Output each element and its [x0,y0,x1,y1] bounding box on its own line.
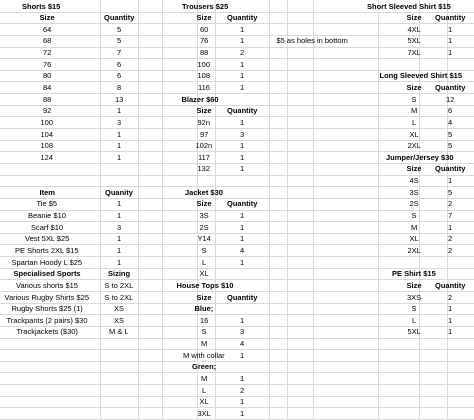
row-gridline [0,372,474,373]
row-gridline [0,35,474,36]
item-qty-cell[interactable]: 3 [117,222,122,232]
house-tops-blue-qty-cell[interactable]: 1 [240,315,245,325]
long-sleeved-size-cell[interactable]: XL [409,129,419,139]
shorts-qty-cell[interactable]: 6 [117,59,122,69]
jacket-size-cell[interactable]: L [202,257,207,267]
shorts-size-cell[interactable]: 92 [43,106,52,116]
jumper-qty-cell[interactable]: 1 [448,222,453,232]
jumper-qty-cell[interactable]: 1 [448,176,453,186]
pe-shirt-qty-header[interactable]: Quantity [435,280,466,290]
blazer-qty-cell[interactable]: 1 [240,152,245,162]
long-sleeved-size-cell[interactable]: S [411,94,417,104]
short-sleeved-qty-cell[interactable]: 1 [448,36,453,46]
blazer-size-cell[interactable]: 92n [197,117,211,127]
shorts-size-cell[interactable]: 80 [43,71,52,81]
shorts-qty-cell[interactable]: 3 [117,117,122,127]
pe-shirt-title[interactable]: PE Shirt $15 [392,269,436,279]
blazer-qty-cell[interactable]: 1 [240,117,245,127]
long-sleeved-size-header[interactable]: Size [406,82,422,92]
blazer-qty-cell[interactable]: 1 [240,164,245,174]
house-tops-green-size-cell[interactable]: L [202,385,207,395]
specialised-sizing-cell[interactable]: XS [114,315,125,325]
jumper-qty-cell[interactable]: 2 [448,199,453,209]
house-tops-green-qty-cell[interactable]: 1 [240,397,245,407]
jumper-qty-cell[interactable]: 2 [448,245,453,255]
row-gridline [0,47,474,48]
shorts-size-cell[interactable]: 72 [43,48,52,58]
item-qty-cell[interactable]: 1 [117,245,122,255]
trousers-size-cell[interactable]: 76 [200,36,209,46]
pe-shirt-qty-cell[interactable]: 1 [448,304,453,314]
house-tops-green-size-cell[interactable]: M [201,373,208,383]
trousers-size-cell[interactable]: 60 [200,24,209,34]
short-sleeved-title[interactable]: Short Sleeved Shirt $15 [367,1,451,11]
shorts-title[interactable]: Shorts $15 [22,1,61,11]
long-sleeved-title[interactable]: Long Sleeved Shirt $15 [379,71,463,81]
jacket-size-cell[interactable]: S [201,245,207,255]
trousers-qty-cell[interactable]: 1 [240,71,245,81]
specialised-item-cell[interactable]: Trackjackets ($30) [16,327,78,337]
jacket-size-cell[interactable]: Y14 [197,234,211,244]
house-tops-blue-size-cell[interactable]: M [201,339,208,349]
trousers-size-cell[interactable]: 108 [197,71,211,81]
row-gridline [0,361,474,362]
long-sleeved-qty-cell[interactable]: 5 [448,141,453,151]
short-sleeved-size-cell[interactable]: 7XL [407,48,421,58]
jacket-size-header[interactable]: Size [196,199,212,209]
shorts-qty-cell[interactable]: 6 [117,71,122,81]
jumper-size-cell[interactable]: 2S [409,199,419,209]
long-sleeved-qty-cell[interactable]: 12 [446,94,455,104]
column-gridline [138,0,139,419]
pe-shirt-size-cell[interactable]: S [411,304,417,314]
house-tops-blue-size-cell[interactable]: S [201,327,207,337]
column-gridline [100,0,101,419]
jumper-qty-cell[interactable]: 5 [448,187,453,197]
jacket-title[interactable]: Jacket $30 [185,187,223,197]
house-tops-green-size-cell[interactable]: XL [199,397,209,407]
house-tops-blue-label[interactable]: Blue; [194,304,214,314]
trousers-qty-cell[interactable]: 1 [240,82,245,92]
shorts-qty-cell[interactable]: 1 [117,152,122,162]
shorts-qty-header[interactable]: Quantity [104,13,135,23]
row-gridline [0,175,474,176]
jacket-size-cell[interactable]: 2S [199,222,209,232]
row-gridline [0,338,474,339]
shorts-size-cell[interactable]: 84 [43,82,52,92]
jacket-qty-cell[interactable]: 1 [240,234,245,244]
shorts-size-cell[interactable]: 124 [40,152,54,162]
trousers-size-cell[interactable]: 100 [197,59,211,69]
long-sleeved-size-cell[interactable]: M [411,106,418,116]
shorts-qty-cell[interactable]: 5 [117,36,122,46]
item-qty-cell[interactable]: 1 [117,234,122,244]
trousers-size-cell[interactable]: 88 [200,48,209,58]
shorts-size-cell[interactable]: 88 [43,94,52,104]
house-tops-green-size-cell[interactable]: 3XL [197,408,211,418]
trousers-qty-cell[interactable]: 1 [240,24,245,34]
specialised-sizing-header[interactable]: Sizing [108,269,131,279]
long-sleeved-qty-cell[interactable]: 5 [448,129,453,139]
house-tops-green-qty-cell[interactable]: 1 [240,408,245,418]
short-sleeved-size-cell[interactable]: 4XL [407,24,421,34]
items-header[interactable]: Item [39,187,55,197]
specialised-item-cell[interactable]: Various shorts $15 [16,280,78,290]
blazer-qty-cell[interactable]: 3 [240,129,245,139]
jumper-size-cell[interactable]: M [411,222,418,232]
jacket-size-cell[interactable]: XL [199,269,209,279]
shorts-size-cell[interactable]: 64 [43,24,52,34]
items-qty-header[interactable]: Quanity [105,187,133,197]
shorts-qty-cell[interactable]: 13 [115,94,124,104]
shorts-size-cell[interactable]: 100 [40,117,54,127]
jumper-size-cell[interactable]: 3S [409,187,419,197]
jumper-size-cell[interactable]: 4S [409,176,419,186]
pe-shirt-qty-cell[interactable]: 1 [448,315,453,325]
row-gridline [0,210,474,211]
specialised-item-cell[interactable]: Trackpants (2 pairs) $30 [6,315,88,325]
house-tops-blue-size-cell[interactable]: M with collar [183,350,225,360]
row-gridline [0,384,474,385]
row-gridline [0,407,474,408]
house-tops-green-label[interactable]: Green; [192,362,217,372]
short-sleeved-qty-cell[interactable]: 1 [448,48,453,58]
shorts-size-cell[interactable]: 68 [43,36,52,46]
short-sleeved-qty-cell[interactable]: 1 [448,24,453,34]
house-tops-green-qty-cell[interactable]: 2 [240,385,245,395]
row-gridline [0,221,474,222]
house-tops-blue-size-cell[interactable]: 16 [200,315,209,325]
shorts-qty-cell[interactable]: 8 [117,82,122,92]
row-gridline [0,396,474,397]
item-name-cell[interactable]: Spartan Hoody L $25 [11,257,83,267]
jumper-size-header[interactable]: Size [406,164,422,174]
specialised-sizing-cell[interactable]: S to 2XL [104,280,134,290]
shorts-qty-cell[interactable]: 1 [117,106,122,116]
specialised-sizing-cell[interactable]: S to 2XL [104,292,134,302]
specialised-sizing-cell[interactable]: XS [114,304,125,314]
item-qty-cell[interactable]: 1 [117,211,122,221]
pe-shirt-size-cell[interactable]: 5XL [407,327,421,337]
blazer-size-header[interactable]: Size [196,106,212,116]
long-sleeved-size-cell[interactable]: L [412,117,417,127]
shorts-qty-cell[interactable]: 5 [117,24,122,34]
short-sleeved-size-header[interactable]: Size [406,13,422,23]
jumper-size-cell[interactable]: XL [409,234,419,244]
column-gridline [162,0,163,419]
shorts-size-cell[interactable]: 104 [40,129,54,139]
trousers-size-cell[interactable]: 116 [198,82,210,92]
pe-shirt-qty-cell[interactable]: 1 [448,327,453,337]
jumper-qty-cell[interactable]: 2 [448,234,453,244]
column-gridline [269,0,270,419]
shorts-size-header[interactable]: Size [39,13,55,23]
pe-shirt-qty-cell[interactable]: 2 [448,292,453,302]
jacket-size-cell[interactable]: 3S [199,211,209,221]
row-gridline [0,23,474,24]
shorts-qty-cell[interactable]: 1 [117,129,122,139]
blazer-qty-cell[interactable]: 1 [240,141,245,151]
item-name-cell[interactable]: Tie $5 [36,199,58,209]
house-tops-green-qty-cell[interactable]: 1 [240,373,245,383]
house-tops-size-header[interactable]: Size [196,292,212,302]
row-gridline [0,93,474,94]
trousers-qty-cell[interactable]: 2 [240,48,245,58]
column-gridline [419,0,420,419]
item-qty-cell[interactable]: 1 [117,199,122,209]
shorts-size-cell[interactable]: 76 [43,59,52,69]
trousers-qty-cell[interactable]: 1 [240,59,245,69]
house-tops-qty-header[interactable]: Quantity [227,292,258,302]
jacket-qty-cell[interactable]: 1 [240,222,245,232]
trousers-qty-header[interactable]: Quantity [227,13,258,23]
house-tops-title[interactable]: House Tops $10 [176,280,234,290]
trousers-size-header[interactable]: Size [196,13,212,23]
item-name-cell[interactable]: Beanie $10 [28,211,66,221]
blazer-qty-header[interactable]: Quantity [227,106,258,116]
row-gridline [0,140,474,141]
short-sleeved-size-cell[interactable]: 5XL [407,36,421,46]
column-gridline [378,0,379,419]
specialised-sizing-cell[interactable]: M & L [109,327,129,337]
column-gridline [313,0,314,419]
shorts-qty-cell[interactable]: 1 [117,141,122,151]
pe-shirt-size-cell[interactable]: 3XS [407,292,422,302]
specialised-item-cell[interactable]: Various Rugby Shirts $25 [4,292,89,302]
long-sleeved-qty-cell[interactable]: 6 [448,106,453,116]
item-name-cell[interactable]: PE Shorts 2XL $15 [15,245,79,255]
row-gridline [0,58,474,59]
blazer-size-cell[interactable]: 97 [200,129,209,139]
jumper-qty-cell[interactable]: 7 [448,211,453,221]
pe-shirt-size-cell[interactable]: L [412,315,417,325]
pe-shirt-size-header[interactable]: Size [406,280,422,290]
item-qty-cell[interactable]: 1 [117,257,122,267]
row-gridline [0,128,474,129]
jumper-size-cell[interactable]: S [411,211,417,221]
item-name-cell[interactable]: Scarf $10 [31,222,64,232]
blazer-size-cell[interactable]: 132 [197,164,211,174]
shorts-size-cell[interactable]: 108 [40,141,54,151]
specialised-item-cell[interactable]: Rugby Shorts $25 (1) [11,304,83,314]
house-tops-blue-qty-cell[interactable]: 3 [240,327,245,337]
row-gridline [0,349,474,350]
row-gridline [0,186,474,187]
jumper-size-cell[interactable]: 2XL [407,245,421,255]
blazer-size-cell[interactable]: 102n [195,141,213,151]
item-name-cell[interactable]: Vest 5XL $25 [25,234,70,244]
row-gridline [0,163,474,164]
house-tops-blue-qty-cell[interactable]: 4 [240,339,245,349]
shorts-qty-cell[interactable]: 7 [117,48,122,58]
trousers-qty-cell[interactable]: 1 [240,36,245,46]
house-tops-blue-qty-cell[interactable]: 1 [240,350,245,360]
jumper-title[interactable]: Jumper/Jersey $30 [386,152,454,162]
long-sleeved-size-cell[interactable]: 2XL [407,141,421,151]
jacket-qty-cell[interactable]: 1 [240,257,245,267]
specialised-title[interactable]: Specialised Sports [13,269,81,279]
trousers-note[interactable]: $5 as holes in bottom [276,36,348,46]
blazer-title[interactable]: Blazer $60 [181,94,219,104]
jumper-qty-header[interactable]: Quantity [435,164,466,174]
long-sleeved-qty-cell[interactable]: 4 [448,117,453,127]
column-gridline [287,0,288,419]
short-sleeved-qty-header[interactable]: Quantity [435,13,466,23]
trousers-title[interactable]: Trousers $25 [182,1,229,11]
blazer-size-cell[interactable]: 117 [198,152,210,162]
row-gridline [0,233,474,234]
jacket-qty-cell[interactable]: 4 [240,245,245,255]
jacket-qty-cell[interactable]: 1 [240,211,245,221]
jacket-qty-header[interactable]: Quantity [227,199,258,209]
long-sleeved-qty-header[interactable]: Quantity [435,82,466,92]
